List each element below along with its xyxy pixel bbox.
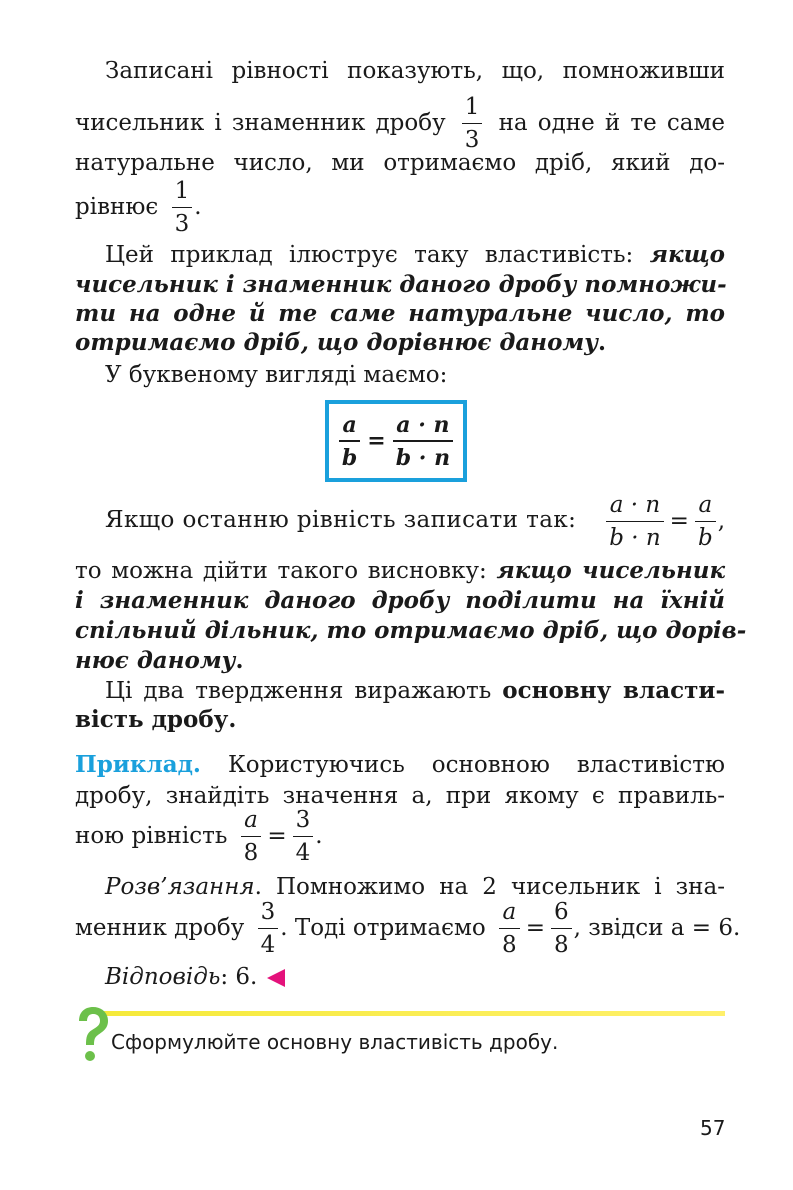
formula-box [325, 400, 467, 482]
page-number: 57 [700, 1116, 726, 1140]
paragraph-2-line-3: ти на одне й те саме натуральне число, то [75, 300, 725, 327]
fraction-3-4: $\frac{3}{4}$ [293, 809, 314, 865]
fraction-6-8: $\frac{6}{8}$ [551, 901, 572, 957]
paragraph-1-line-1: Записані рівності показують, що, помноживши [105, 58, 725, 84]
paragraph-2-line-1: Цей приклад ілюструє таку властивість: якщо [105, 241, 726, 268]
formula-left-fraction: $\frac{a}{b}$ [339, 414, 360, 469]
answer-line: Відповідь: 6. [75, 962, 755, 992]
formula-right-fraction: $\frac{a \cdot n}{b \cdot n}$ [393, 414, 453, 469]
solution-line-2: менник дробу $\frac{3}{4}$ . Тоді отримаємо $\frac{a}{8}$ = $\frac{6}{8}$ , звідси a = 6. [75, 899, 741, 958]
question-divider [103, 1011, 725, 1016]
example-line-2: дробу, знайдіть значення a, при якому є правиль- [75, 783, 725, 809]
example-line-1: Приклад. Користуючись основною властивістю [75, 751, 726, 778]
solution-line-1: Розв’язання. Помножимо на 2 чисельник і зна- [105, 874, 725, 900]
fraction-an-bn: $\frac{a \cdot n}{b \cdot n}$ [606, 494, 663, 550]
example-line-3: ною рівність $\frac{a}{8}$ = $\frac{3}{4}$ . [75, 807, 323, 866]
question-text: Сформулюйте основну властивість дробу. [111, 1030, 559, 1054]
paragraph-4-line-3: і знаменник даного дробу поділити на їхній [75, 587, 725, 614]
paragraph-1-line-4: рівнює $\frac{1}{3}$ . [75, 178, 202, 237]
paragraph-4-line-5: нює даному. [75, 647, 244, 674]
paragraph-4-line-2: то можна дійти такого висновку: якщо чисельник [75, 557, 726, 584]
fraction-a-8: $\frac{a}{8}$ [241, 809, 262, 865]
paragraph-5-line-2: вість дробу. [75, 706, 237, 733]
question-mark-icon [72, 1004, 112, 1064]
formula-equals: = [367, 428, 386, 454]
paragraph-2-line-4: отримаємо дріб, що дорівнює даному. [75, 329, 607, 356]
paragraph-4-line-4: спільний дільник, то отримаємо дріб, що дорів- [75, 617, 747, 644]
fraction-one-third: $\frac{1}{3}$ [462, 96, 483, 152]
paragraph-5-line-1: Ці два твердження виражають основну власти- [105, 677, 725, 704]
fraction-one-third-2: $\frac{1}{3}$ [172, 180, 193, 236]
triangle-left-icon [267, 969, 285, 987]
paragraph-1-line-3: натуральне число, ми отримаємо дріб, який до- [75, 150, 725, 176]
paragraph-3: У буквеному вигляді маємо: [105, 362, 448, 388]
fraction-a-8-solution: $\frac{a}{8}$ [499, 901, 520, 957]
fraction-a-b: $\frac{a}{b}$ [695, 494, 716, 550]
fraction-3-4-solution: $\frac{3}{4}$ [258, 901, 279, 957]
paragraph-1-line-2: чисельник і знаменник дробу $\frac{1}{3}$ на одне й те саме [75, 94, 725, 153]
answer-label: Відповідь [105, 964, 221, 990]
example-label: Приклад. [75, 751, 201, 778]
solution-label: Розв’язання [105, 874, 255, 900]
paragraph-2-line-2: чисельник і знаменник даного дробу помножи- [75, 271, 727, 298]
paragraph-4-line-1: Якщо останню рівність записати так: $\frac{a \cdot n}{b \cdot n}$ = $\frac{a}{b}$ , [105, 492, 725, 551]
